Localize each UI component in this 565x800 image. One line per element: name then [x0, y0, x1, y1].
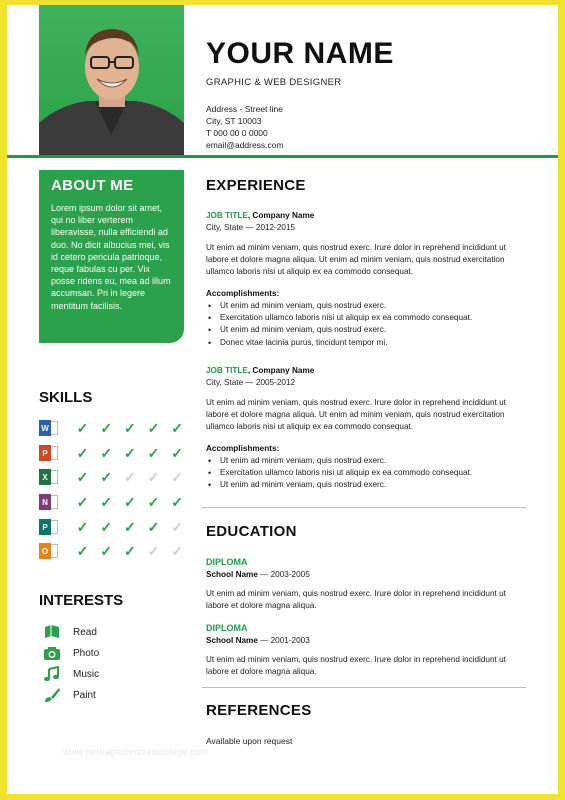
- school-name: School Name: [206, 636, 258, 645]
- interest-label: Read: [73, 626, 97, 638]
- references-title: REFERENCES: [206, 702, 312, 719]
- skill-row: [39, 443, 189, 463]
- job-title: JOB TITLE: [206, 211, 248, 220]
- powerpoint-icon: P: [39, 444, 59, 462]
- check-icon: ✓: [100, 493, 113, 510]
- education-entry: [206, 557, 526, 612]
- outlook-icon: O: [39, 542, 59, 560]
- excel-icon: X: [39, 468, 59, 486]
- interests-title: INTERESTS: [39, 592, 124, 609]
- contact-block: [206, 103, 284, 151]
- experience-title: EXPERIENCE: [206, 177, 306, 194]
- interest-music: [43, 665, 99, 683]
- interest-photo: [43, 644, 99, 662]
- skills-title: SKILLS: [39, 389, 93, 406]
- contact-phone: T 000 00 0 0000: [206, 128, 268, 138]
- watermark: www.heritagechristiancollege.com: [63, 747, 209, 757]
- list-item: • Ut enim ad minim veniam, quis nostrud exerc.: [206, 300, 526, 312]
- check-icon: ✓: [171, 518, 184, 535]
- contact-email[interactable]: email@address.com: [206, 140, 284, 150]
- check-icon: ✓: [123, 419, 136, 436]
- check-icon: ✓: [171, 468, 184, 485]
- company-name: , Company Name: [247, 366, 315, 375]
- job-title: JOB TITLE: [206, 366, 248, 375]
- education-description: Ut enim ad minim veniam, quis nostrud exerc. Irure dolor in reprehend incididunt ut labore et dolore magna aliqua.: [206, 589, 506, 611]
- check-icon: ✓: [76, 444, 89, 461]
- check-icon: ✓: [123, 444, 136, 461]
- about-panel: [39, 170, 184, 343]
- school-name: School Name: [206, 570, 258, 579]
- job-role: GRAPHIC & WEB DESIGNER: [206, 77, 342, 88]
- profile-photo: [39, 5, 184, 155]
- company-name: , Company Name: [247, 211, 315, 220]
- check-icon: ✓: [100, 419, 113, 436]
- diploma-title: DIPLOMA: [206, 557, 248, 567]
- check-icon: ✓: [100, 542, 113, 559]
- skill-row: [39, 517, 189, 537]
- header-rule: [7, 155, 558, 158]
- job-entry: [206, 366, 526, 492]
- interest-label: Paint: [73, 689, 96, 701]
- interest-paint: [43, 686, 96, 704]
- check-icon: ✓: [171, 493, 184, 510]
- check-icon: ✓: [100, 518, 113, 535]
- diploma-title: DIPLOMA: [206, 623, 248, 633]
- interest-read: [43, 623, 97, 641]
- check-icon: ✓: [123, 518, 136, 535]
- check-icon: ✓: [147, 542, 160, 559]
- accomplishments-list: [206, 455, 526, 492]
- book-icon: [43, 624, 61, 640]
- check-icon: ✓: [123, 493, 136, 510]
- list-item: • Exercitation ullamco laboris nisi ut aliquip ex ea commodo consequat.: [206, 312, 526, 324]
- skill-row: [39, 492, 189, 512]
- skill-row: [39, 541, 189, 561]
- camera-icon: [43, 645, 61, 661]
- job-description: Ut enim ad minim veniam, quis nostrud exerc. Irure dolor in reprehend incididunt ut labore et dolore magna aliqua. Ut enim ad minim veniam, quis nostrud exercitation ullamco laboris nisi ut aliquip ex ea commodo consequat.: [206, 398, 506, 432]
- check-icon: ✓: [100, 468, 113, 485]
- music-note-icon: [43, 666, 61, 682]
- check-icon: ✓: [147, 419, 160, 436]
- contact-city: City, ST 10003: [206, 116, 262, 126]
- education-entry: [206, 623, 526, 678]
- check-icon: ✓: [76, 468, 89, 485]
- education-title: EDUCATION: [206, 523, 297, 540]
- interest-label: Music: [73, 668, 100, 680]
- school-years: — 2003-2005: [257, 570, 310, 579]
- education-description: Ut enim ad minim veniam, quis nostrud exerc. Irure dolor in reprehend incididunt ut labore et dolore magna aliqua.: [206, 655, 506, 677]
- resume-page: [7, 5, 558, 794]
- about-title: ABOUT ME: [51, 177, 134, 194]
- onenote-icon: N: [39, 493, 59, 511]
- job-entry: [206, 211, 526, 349]
- interest-label: Photo: [73, 647, 100, 659]
- list-item: • Ut enim ad minim veniam, quis nostrud exerc.: [206, 479, 526, 491]
- accomplishments-heading: Accomplishments:: [206, 443, 280, 453]
- publisher-icon: P: [39, 518, 59, 536]
- check-icon: ✓: [147, 518, 160, 535]
- job-location: City, State — 2005-2012: [206, 378, 296, 387]
- about-text: Lorem ipsum dolor sit amet, qui no liber verterem liberavisse, nulla efficiendi ad duo. No dicit albucius mei, vis id cetero pericula patrioque, reque fabulas cu per. Vix posse ridens eu, mea ad illum accumsan. Pri in legere mentitum facilisis.: [51, 203, 171, 311]
- full-name: YOUR NAME: [206, 37, 394, 70]
- job-location: City, State — 2012-2015: [206, 223, 296, 232]
- accomplishments-heading: Accomplishments:: [206, 288, 280, 298]
- school-years: — 2001-2003: [257, 636, 310, 645]
- check-icon: ✓: [171, 419, 184, 436]
- check-icon: ✓: [123, 468, 136, 485]
- person-portrait-icon: [39, 5, 184, 155]
- skill-row: [39, 467, 189, 487]
- check-icon: ✓: [171, 444, 184, 461]
- check-icon: ✓: [76, 419, 89, 436]
- check-icon: ✓: [171, 542, 184, 559]
- check-icon: ✓: [147, 444, 160, 461]
- job-description: Ut enim ad minim veniam, quis nostrud exerc. Irure dolor in reprehend incididunt ut labore et dolore magna aliqua. Ut enim ad minim veniam, quis nostrud exercitation ullamco laboris nisi ut aliquip ex ea commodo consequat.: [206, 243, 506, 277]
- check-icon: ✓: [147, 493, 160, 510]
- check-icon: ✓: [76, 493, 89, 510]
- check-icon: ✓: [76, 542, 89, 559]
- references-text: Available upon request: [206, 736, 293, 746]
- list-item: • Ut enim ad minim veniam, quis nostrud exerc.: [206, 324, 526, 336]
- check-icon: ✓: [147, 468, 160, 485]
- paintbrush-icon: [43, 687, 61, 703]
- list-item: • Ut enim ad minim veniam, quis nostrud exerc.: [206, 455, 526, 467]
- word-icon: W: [39, 419, 59, 437]
- skill-row: [39, 418, 189, 438]
- list-item: • Exercitation ullamco laboris nisi ut aliquip ex ea commodo consequat.: [206, 467, 526, 479]
- section-divider: [202, 687, 526, 688]
- list-item: • Donec vitae lacinia purus, tincidunt tempor mi.: [206, 337, 526, 349]
- check-icon: ✓: [123, 542, 136, 559]
- section-divider: [202, 507, 526, 508]
- check-icon: ✓: [76, 518, 89, 535]
- accomplishments-list: [206, 300, 526, 350]
- contact-address: Address - Street line: [206, 104, 284, 114]
- check-icon: ✓: [100, 444, 113, 461]
